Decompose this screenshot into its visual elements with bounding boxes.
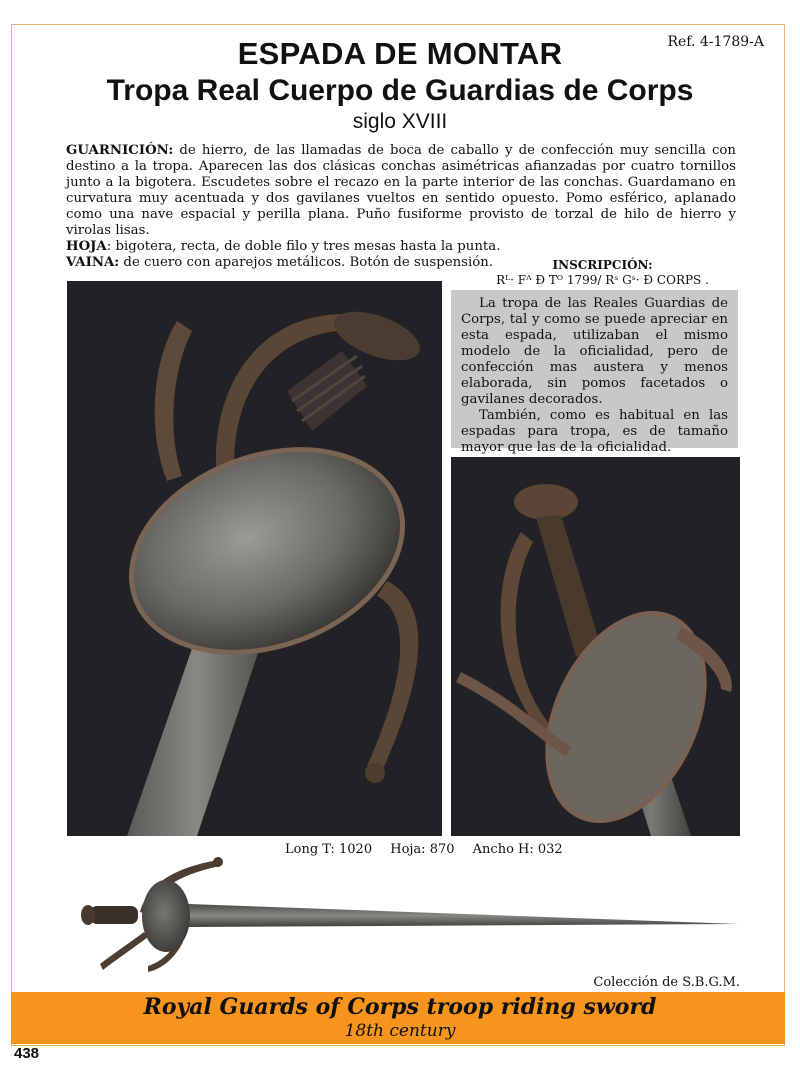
page-subtitle: Tropa Real Cuerpo de Guardias de Corps [106,74,694,107]
blade-width: Ancho H: 032 [472,842,563,857]
inscription-block [460,258,745,288]
guarnicion-text: de hierro, de las llamadas de boca de caballo y de confección muy sencilla con destino a la tropa. Aparecen las dos clásicas conchas asimétricas afianzadas por cuatro tornillos junto a la bigotera. Escudetes sobre el recazo en la parte interior de las conchas. Guardamano en curvatura muy acentuada y dos gavilanes vueltos en sentido opuesto. Pomo esférico, aplanado como una nave espacial y perilla plana. Puño fusiforme provisto de torzal de hilo de hierro y virolas lisas. [66,143,736,238]
hilt-closeup-illustration [67,281,442,836]
note-paragraph-1: La tropa de las Reales Guardias de Corps, tal y como se puede apreciar en esta espada, utilizaban el mismo modelo de la oficialidad, pero de confección mas austera y menos elaborada, sin pomos facetados o gavilanes decorados. [461,296,728,407]
hoja-paragraph [66,239,736,255]
hilt-side-photo [451,457,740,836]
note-paragraph-2: También, como es habitual en las espadas para tropa, es de tamaño mayor que las de la oficialidad. [461,408,728,455]
guarnicion-paragraph [66,143,736,239]
hoja-label: HOJA [66,239,107,254]
page-title: ESPADA DE MONTAR [237,36,563,71]
english-century: 18th century [344,1021,456,1041]
full-sword-image [78,852,743,977]
vaina-label: VAINA: [66,255,120,270]
description-block [66,143,736,271]
guarnicion-label: GUARNICIÓN: [66,143,174,158]
total-length: Long T: 1020 [285,842,373,857]
reference-number: Ref. 4-1789-A [667,34,764,50]
inscription-text: Rᴸ· Fᴬ Ð Tᴼ 1799/ Rˢ Gˢ· Ð CORPS . [496,273,709,287]
inscription-label: INSCRIPCIÓN: [552,258,653,272]
hilt-side-illustration [451,457,740,836]
hilt-closeup-photo [67,281,442,836]
blade-length: Hoja: 870 [390,842,455,857]
historical-note [451,290,738,455]
full-sword-illustration [78,852,743,977]
page-number: 438 [14,1045,40,1062]
vaina-text: de cuero con aparejos metálicos. Botón de suspensión. [119,255,494,270]
collection-credit: Colección de S.B.G.M. [593,975,740,990]
century-label: siglo XVIII [352,110,448,133]
english-title: Royal Guards of Corps troop riding sword [143,994,657,1020]
hoja-text: : bigotera, recta, de doble filo y tres mesas hasta la punta. [106,239,501,254]
